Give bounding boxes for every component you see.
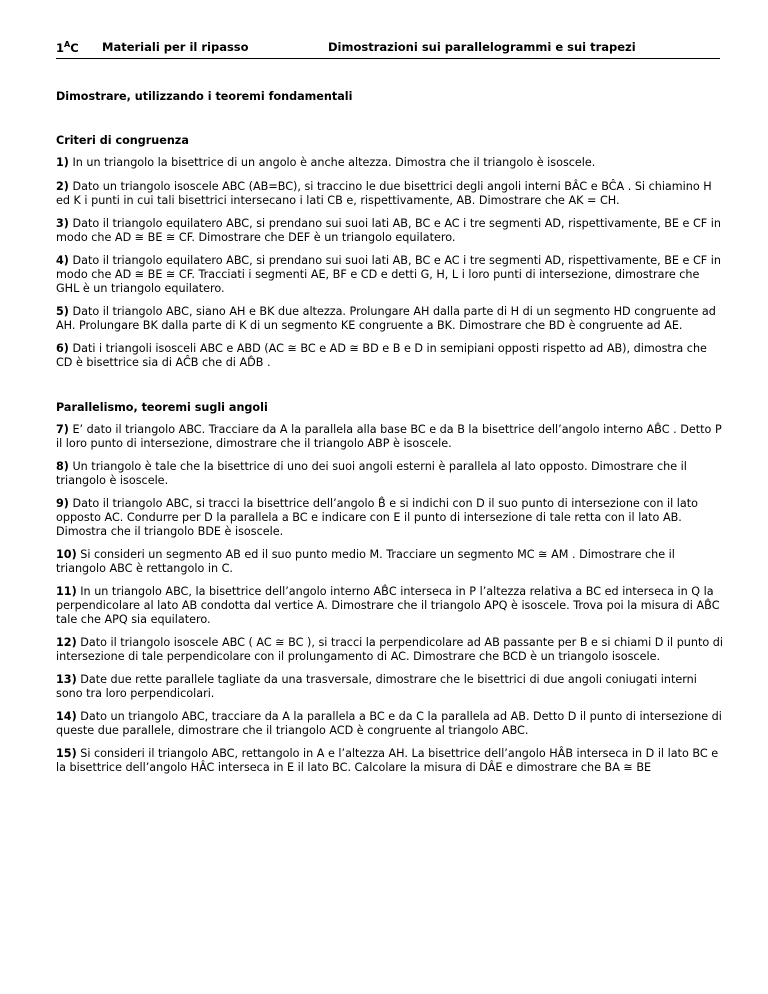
exercise-2: 2) Dato un triangolo isoscele ABC (AB=BC), si traccino le due bisettrici degli angoli interni BÂC e BĈA . Si chiamino H ed K i punti in cui tali bisettrici intersecano i lati CB e, rispettivamente, AB. Dimostrare che AK = CH.	[56, 180, 712, 207]
exercise-12: 12) Dato il triangolo isoscele ABC ( AC ≅ BC ), si tracci la perpendicolare ad AB passante per B e si chiami D il punto di intersezione di tale perpendicolare con il prolungamento di AC. Dimostrare che BCD è un triangolo isoscele.	[56, 636, 723, 663]
exercise-3: 3) Dato il triangolo equilatero ABC, si prendano sui suoi lati AB, BC e AC i tre segmenti AD, rispettivamente, BE e CF in modo che AD ≅ BE ≅ CF. Dimostrare che DEF è un triangolo equilatero.	[56, 217, 721, 244]
exercise-13: 13) Date due rette parallele tagliate da una trasversale, dimostrare che le bisettrici di due angoli coniugati interni sono tra loro perpendicolari.	[56, 673, 697, 700]
header-right-title: Dimostrazioni sui parallelogrammi e sui trapezi	[328, 40, 636, 54]
exercise-14: 14) Dato un triangolo ABC, tracciare da A la parallela a BC e da C la parallela ad AB. Detto D il punto di intersezione di queste due parallele, dimostrare che il triangolo ACD è congruente al triangolo ABC.	[56, 710, 722, 737]
exercise-7: 7) E’ dato il triangolo ABC. Tracciare da A la parallela alla base BC e da B la bisettrice dell’angolo interno AB̂C . Detto P il loro punto di intersezione, dimostrare che il triangolo ABP è isoscele.	[56, 423, 722, 450]
intro-heading: Dimostrare, utilizzando i teoremi fondamentali	[56, 90, 353, 103]
section-congruenza	[56, 134, 726, 370]
section-title: Parallelismo, teoremi sugli angoli	[56, 401, 268, 414]
exercise-15: 15) Si consideri il triangolo ABC, rettangolo in A e l’altezza AH. La bisettrice dell’angolo HÂB interseca in D il lato BC e la bisettrice dell’angolo HÂC interseca in E il lato BC. Calcolare la misura di DÂE e dimostrare che BA ≅ BE	[56, 747, 719, 774]
header-left-title: Materiali per il ripasso	[102, 40, 249, 54]
section-parallelismo	[56, 401, 726, 775]
exercise-6: 6) Dati i triangoli isosceli ABC e ABD (AC ≅ BC e AD ≅ BD e B e D in semipiani opposti rispetto ad AB), dimostra che CD è bisettrice sia di AĈB che di AD̂B .	[56, 342, 707, 369]
class-label: $1^AC$	[56, 40, 79, 55]
section-title: Criteri di congruenza	[56, 134, 189, 147]
exercise-8: 8) Un triangolo è tale che la bisettrice di uno dei suoi angoli esterni è parallela al lato opposto. Dimostrare che il triangolo è isoscele.	[56, 460, 687, 487]
exercise-9: 9) Dato il triangolo ABC, si tracci la bisettrice dell’angolo B̂ e si indichi con D il suo punto di intersezione con il lato opposto AC. Condurre per D la parallela a BC e indicare con E il punto di intersezione di tale retta con il lato AB. Dimostra che il triangolo BDE è isoscele.	[56, 497, 698, 538]
exercise-11: 11) In un triangolo ABC, la bisettrice dell’angolo interno AB̂C interseca in P l’altezza relativa a BC ed interseca in Q la perpendicolare al lato AB condotta dal vertice A. Dimostrare che il triangolo APQ è isoscele. Trova poi la misura di AB̂C tale che APQ sia equilatero.	[56, 585, 720, 626]
exercise-10: 10) Si consideri un segmento AB ed il suo punto medio M. Tracciare un segmento MC ≅ AM . Dimostrare che il triangolo ABC è rettangolo in C.	[56, 548, 675, 575]
exercise-5: 5) Dato il triangolo ABC, siano AH e BK due altezza. Prolungare AH dalla parte di H di un segmento HD congruente ad AH. Prolungare BK dalla parte di K di un segmento KE congruente a BK. Dimostrare che BD è congruente ad AE.	[56, 305, 716, 332]
exercise-4: 4) Dato il triangolo equilatero ABC, si prendano sui suoi lati AB, BC e AC i tre segmenti AD, rispettivamente, BE e CF in modo che AD ≅ BE ≅ CF. Tracciati i segmenti AE, BF e CD e detti G, H, L i loro punti di intersezione, dimostrare che GHL è un triangolo equilatero.	[56, 254, 721, 295]
exercise-1: 1) In un triangolo la bisettrice di un angolo è anche altezza. Dimostra che il triangolo è isoscele.	[56, 156, 596, 169]
document-body	[56, 90, 726, 784]
page-header	[56, 40, 720, 59]
